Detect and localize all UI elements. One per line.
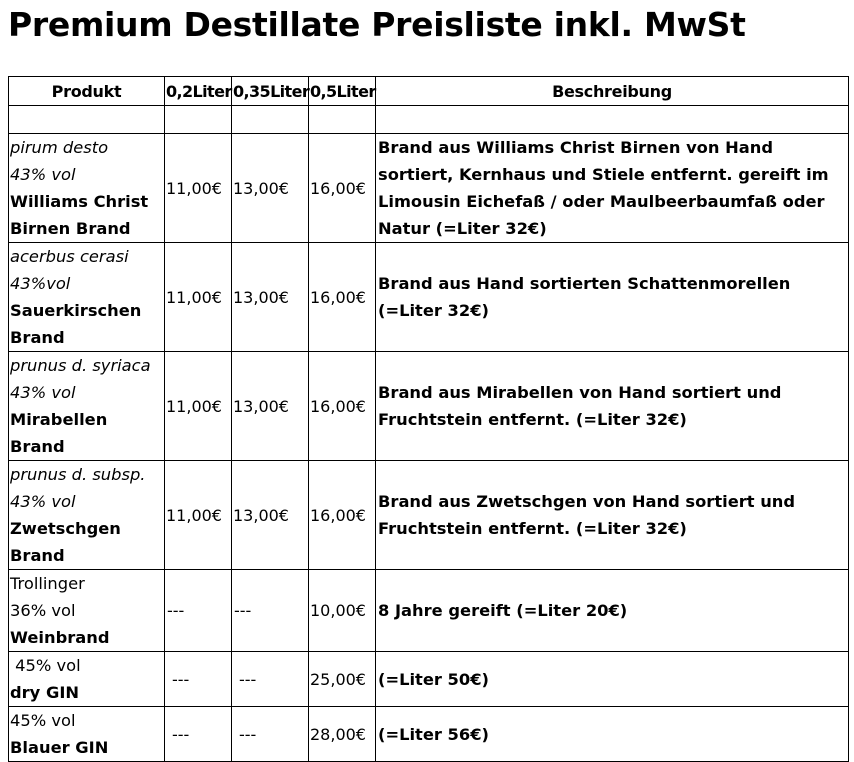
product-cell [9, 134, 165, 243]
empty-cell [165, 106, 232, 134]
price-05: 16,00€ [309, 243, 376, 352]
price-035: 13,00€ [232, 461, 309, 570]
product-name: Mirabellen Brand [10, 410, 108, 456]
price-dash: --- [234, 601, 252, 620]
page-title: Premium Destillate Preisliste inkl. MwSt [8, 5, 746, 44]
price-035: 13,00€ [232, 134, 309, 243]
product-vol: 43% vol [10, 165, 76, 184]
empty-cell [309, 106, 376, 134]
price-05: 25,00€ [309, 652, 376, 707]
header-row [9, 77, 849, 106]
price-dash: --- [239, 724, 257, 744]
price-035: 13,00€ [232, 352, 309, 461]
empty-cell [376, 106, 849, 134]
description-cell: (=Liter 50€) [376, 652, 849, 707]
price-035: 13,00€ [232, 243, 309, 352]
table-row [9, 707, 849, 762]
price-02 [165, 570, 232, 652]
price-02 [165, 707, 232, 762]
price-dash: --- [172, 669, 190, 689]
product-cell [9, 243, 165, 352]
price-02: 11,00€ [165, 461, 232, 570]
description-cell: Brand aus Mirabellen von Hand sortiert und Fruchtstein entfernt. (=Liter 32€) [376, 352, 849, 461]
product-latin: prunus d. syriaca [10, 356, 151, 375]
table-row [9, 134, 849, 243]
product-name: Sauerkirschen Brand [10, 301, 142, 347]
product-cell [9, 707, 165, 762]
product-vol: 43%vol [10, 274, 71, 293]
product-name: Weinbrand [10, 628, 110, 647]
header-size-035: 0,35Liter [232, 77, 309, 106]
price-02 [165, 652, 232, 707]
product-name: Williams Christ Birnen Brand [10, 192, 149, 238]
product-vol: 43% vol [10, 383, 76, 402]
description-cell: Brand aus Zwetschgen von Hand sortiert und Fruchtstein entfernt. (=Liter 32€) [376, 461, 849, 570]
product-vol: 36% vol [10, 601, 76, 620]
table-row [9, 243, 849, 352]
product-cell [9, 570, 165, 652]
product-vol: 45% vol [10, 711, 76, 730]
price-dash: --- [239, 669, 257, 689]
description-cell: Brand aus Williams Christ Birnen von Hand sortiert, Kernhaus und Stiele entfernt. gereift im Limousin Eichefaß / oder Maulbeerbaumfaß oder Natur (=Liter 32€) [376, 134, 849, 243]
product-latin: pirum desto [10, 138, 109, 157]
table-row [9, 352, 849, 461]
price-05: 16,00€ [309, 134, 376, 243]
product-vol: 43% vol [10, 492, 76, 511]
product-name: Zwetschgen Brand [10, 519, 121, 565]
table-row [9, 570, 849, 652]
product-cell [9, 461, 165, 570]
product-vol: 45% vol [10, 656, 81, 675]
description-cell: 8 Jahre gereift (=Liter 20€) [376, 570, 849, 652]
description-cell: Brand aus Hand sortierten Schattenmorellen (=Liter 32€) [376, 243, 849, 352]
price-035 [232, 570, 309, 652]
product-cell [9, 652, 165, 707]
header-size-05: 0,5Liter [309, 77, 376, 106]
price-dash: --- [167, 601, 185, 620]
product-latin: acerbus cerasi [10, 247, 129, 266]
price-035 [232, 652, 309, 707]
price-dash: --- [172, 724, 190, 744]
product-origin: Trollinger [10, 574, 85, 593]
price-02: 11,00€ [165, 352, 232, 461]
product-latin: prunus d. subsp. [10, 465, 146, 484]
header-product: Produkt [9, 77, 165, 106]
price-05: 10,00€ [309, 570, 376, 652]
price-02: 11,00€ [165, 134, 232, 243]
price-table [8, 76, 849, 762]
price-05: 16,00€ [309, 461, 376, 570]
empty-row [9, 106, 849, 134]
price-05: 16,00€ [309, 352, 376, 461]
price-02: 11,00€ [165, 243, 232, 352]
header-size-02: 0,2Liter [165, 77, 232, 106]
price-05: 28,00€ [309, 707, 376, 762]
product-cell [9, 352, 165, 461]
product-name: Blauer GIN [10, 738, 109, 757]
table-row [9, 652, 849, 707]
header-description: Beschreibung [376, 77, 849, 106]
description-cell: (=Liter 56€) [376, 707, 849, 762]
product-name: dry GIN [10, 683, 80, 702]
empty-cell [232, 106, 309, 134]
empty-cell [9, 106, 165, 134]
price-035 [232, 707, 309, 762]
table-row [9, 461, 849, 570]
